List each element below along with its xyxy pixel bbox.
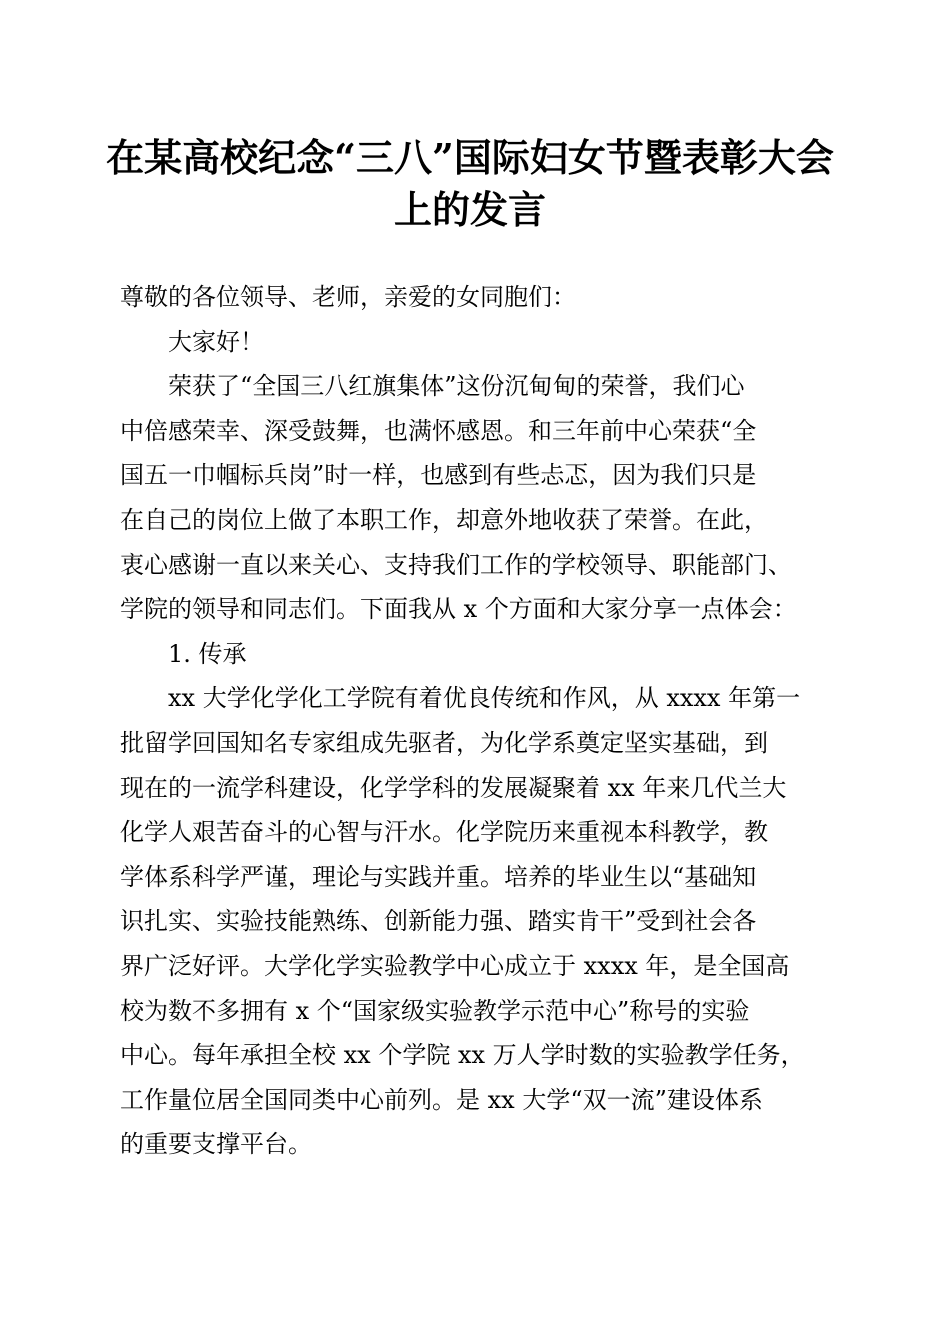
- paragraph-2: [120, 676, 840, 1167]
- title-line-1: 在某高校纪念“三八”国际妇女节暨表彰大会: [106, 135, 834, 180]
- greeting: 大家好！: [168, 327, 264, 356]
- paragraph-line: 工作量位居全国同类中心前列。是 xx 大学“双一流”建设体系: [120, 1085, 763, 1114]
- document-body: [120, 275, 840, 1167]
- paragraph-line: 中倍感荣幸、深受鼓舞，也满怀感恩。和三年前中心荣获“全: [120, 416, 757, 445]
- paragraph-line: 现在的一流学科建设，化学学科的发展凝聚着 xx 年来几代兰大: [120, 773, 787, 802]
- paragraph-line: 识扎实、实验技能熟练、创新能力强、踏实肯干”受到社会各: [120, 907, 757, 936]
- salutation: 尊敬的各位领导、老师，亲爱的女同胞们：: [120, 283, 576, 311]
- paragraph-line: 批留学回国知名专家组成先驱者，为化学系奠定坚实基础，到: [120, 728, 768, 757]
- paragraph-line: 衷心感谢一直以来关心、支持我们工作的学校领导、职能部门、: [120, 550, 792, 579]
- paragraph-line: 学体系科学严谨，理论与实践并重。培养的毕业生以“基础知: [120, 862, 757, 891]
- paragraph-line: 的重要支撑平台。: [120, 1130, 312, 1159]
- paragraph-line: 中心。每年承担全校 xx 个学院 xx 万人学时数的实验教学任务，: [120, 1041, 805, 1070]
- paragraph-line: 界广泛好评。大学化学实验教学中心成立于 xxxx 年，是全国高: [120, 951, 790, 980]
- paragraph-line: 国五一巾帼标兵岗”时一样，也感到有些忐忑，因为我们只是: [120, 461, 757, 490]
- paragraph-line: xx 大学化学化工学院有着优良传统和作风，从 xxxx 年第一: [168, 684, 801, 713]
- paragraph-1: [120, 364, 840, 632]
- title-line-2: 上的发言: [393, 187, 546, 232]
- document-title: [100, 132, 840, 236]
- paragraph-line: 化学人艰苦奋斗的心智与汗水。化学院历来重视本科教学，教: [120, 818, 768, 847]
- paragraph-line: 学院的领导和同志们。下面我从 x 个方面和大家分享一点体会：: [120, 595, 797, 624]
- section-heading: 1. 传承: [168, 639, 247, 668]
- paragraph-line: 在自己的岗位上做了本职工作，却意外地收获了荣誉。在此，: [120, 505, 768, 534]
- paragraph-line: 校为数不多拥有 x 个“国家级实验教学示范中心”称号的实验: [120, 996, 750, 1025]
- paragraph-line: 荣获了“全国三八红旗集体”这份沉甸甸的荣誉，我们心: [168, 372, 745, 401]
